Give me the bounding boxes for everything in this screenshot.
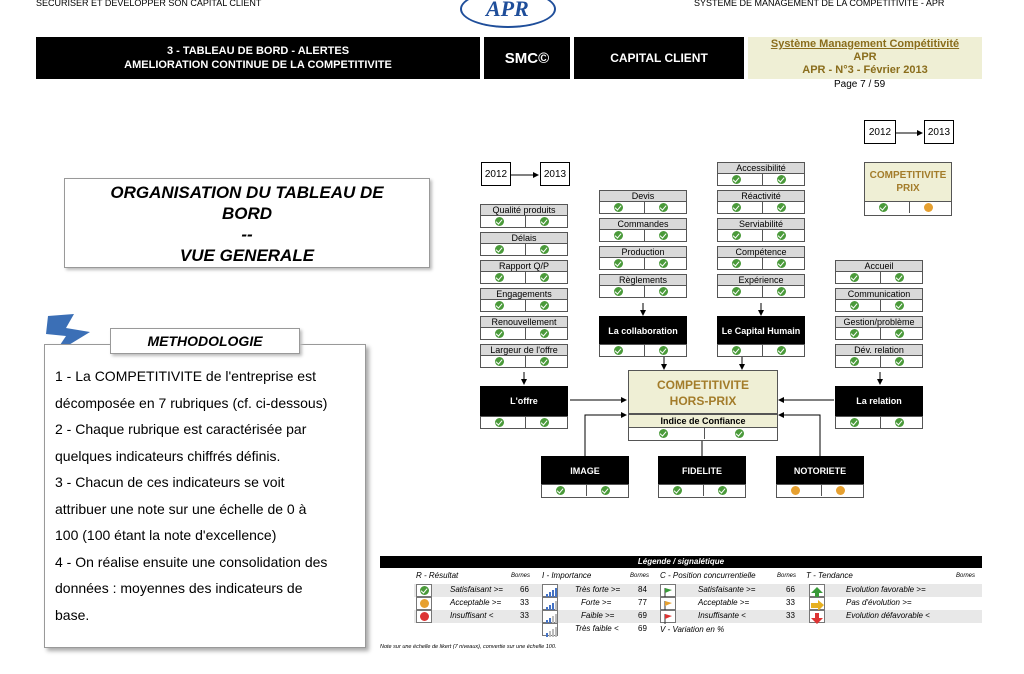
top-right-text: SYSTEME DE MANAGEMENT DE LA COMPETITIVITE - APR <box>694 0 945 8</box>
indicator-status <box>480 244 568 256</box>
block-status <box>480 416 568 429</box>
status-green-icon <box>495 217 504 226</box>
status-green-icon <box>777 203 786 212</box>
status-green-icon <box>777 287 786 296</box>
status-green-icon <box>850 418 859 427</box>
legend-i-label: Forte >= <box>581 598 612 607</box>
indicator-status <box>599 230 687 242</box>
indicator-status <box>717 286 805 298</box>
legend-bornes: Bornes <box>630 573 650 579</box>
status-green-icon <box>732 259 741 268</box>
indicator-status <box>480 328 568 340</box>
indicator-label: Commandes <box>599 218 687 230</box>
status-green-icon <box>659 231 668 240</box>
indicator-status <box>717 258 805 270</box>
legend-t-label: Evolution favorable >= <box>846 585 926 594</box>
indicator-status <box>717 174 805 186</box>
indicator-status <box>480 216 568 228</box>
status-green-icon <box>659 259 668 268</box>
status-green-icon <box>732 203 741 212</box>
status-green-icon <box>540 357 549 366</box>
block-capital-humain: Le Capital Humain <box>717 316 805 346</box>
system-box: Système Management Compétitivité APR APR - N°3 - Février 2013 <box>748 37 982 79</box>
status-green-icon <box>732 287 741 296</box>
legend-bornes: Bornes <box>511 573 531 579</box>
methodology-heading: METHODOLOGIE <box>110 328 300 354</box>
indicator-label: Largeur de l'offre <box>480 344 568 356</box>
block-status <box>541 484 629 498</box>
indicator-status <box>835 272 923 284</box>
status-green-icon <box>659 203 668 212</box>
status-green-icon <box>777 346 786 355</box>
indicator-status <box>717 202 805 214</box>
indicator-label: Réactivité <box>717 190 805 202</box>
legend-i-value: 69 <box>638 624 647 633</box>
status-green-icon <box>673 486 682 495</box>
indicator-label: Qualité produits <box>480 204 568 216</box>
status-green-icon <box>540 273 549 282</box>
legend-r-label: Acceptable >= <box>450 598 502 607</box>
legend-bornes: Bornes <box>956 573 976 579</box>
status-green-icon <box>495 301 504 310</box>
flag-red-icon <box>660 610 676 623</box>
header-title: 3 - TABLEAU DE BORD - ALERTES AMELIORATION CONTINUE DE LA COMPETITIVITE <box>36 37 480 79</box>
indicator-status <box>835 300 923 312</box>
legend-r-value: 33 <box>520 611 529 620</box>
status-green-icon <box>614 203 623 212</box>
status-green-icon <box>895 418 904 427</box>
page-title: ORGANISATION DU TABLEAU DE BORD -- VUE GENERALE <box>64 178 430 268</box>
methodology-text: 1 - La COMPETITIVITE de l'entreprise est décomposée en 7 rubriques (cf. ci-dessous) 2 - Chaque rubrique est caractérisée par quelques indicateurs chiffrés définis. 3 - Chacun de ces indicateurs se voit attribuer une note sur une échelle de 0 à 100 (100 étant la note d'excellence) 4 - On réalise ensuite une consolidation des données : moyennes des indicateurs de base. <box>55 368 328 623</box>
block-status <box>717 344 805 357</box>
indicator-label: Renouvellement <box>480 316 568 328</box>
logo: APR <box>460 0 556 28</box>
legend-c-label: Acceptable >= <box>698 598 750 607</box>
indicator-label: Compétence <box>717 246 805 258</box>
indicator-label: Expérience <box>717 274 805 286</box>
legend-r-head: R - Résultat <box>416 571 459 580</box>
status-green-icon <box>895 273 904 282</box>
indicator-label: Règlements <box>599 274 687 286</box>
legend-i-value: 69 <box>638 611 647 620</box>
legend-c-value: 33 <box>786 598 795 607</box>
indicator-status <box>480 272 568 284</box>
status-green-icon <box>540 301 549 310</box>
indicator-label: Devis <box>599 190 687 202</box>
legend-red-icon <box>416 610 432 623</box>
legend-t-label: Pas d'évolution >= <box>846 598 912 607</box>
center-box: COMPETITIVITE HORS-PRIX <box>628 370 778 414</box>
status-green-icon <box>777 259 786 268</box>
status-green-icon <box>614 346 623 355</box>
status-orange-icon <box>791 486 800 495</box>
legend-variation: V - Variation en % <box>660 625 725 634</box>
status-green-icon <box>614 231 623 240</box>
status-green-icon <box>777 175 786 184</box>
block-collaboration: La collaboration <box>599 316 687 346</box>
status-green-icon <box>879 203 888 212</box>
legend-c-label: Satisfaisante >= <box>698 585 756 594</box>
status-green-icon <box>540 245 549 254</box>
legend-c-value: 66 <box>786 585 795 594</box>
status-green-icon <box>895 357 904 366</box>
status-green-icon <box>850 329 859 338</box>
importance-bars-icon <box>542 584 558 597</box>
indicator-label: Production <box>599 246 687 258</box>
block-fidelite: FIDELITE <box>658 456 746 486</box>
page-number: Page 7 / 59 <box>834 79 886 90</box>
indicator-status <box>599 258 687 270</box>
status-green-icon <box>732 175 741 184</box>
status-green-icon <box>895 329 904 338</box>
indicator-label: Gestion/problème <box>835 316 923 328</box>
status-green-icon <box>659 287 668 296</box>
legend-t-label: Evolution défavorable < <box>846 611 930 620</box>
block-relation: La relation <box>835 386 923 416</box>
flag-green-icon <box>660 584 676 597</box>
year-from: 2012 <box>481 162 511 186</box>
status-green-icon <box>718 486 727 495</box>
status-green-icon <box>777 231 786 240</box>
status-green-icon <box>850 301 859 310</box>
legend-note: Note sur une échelle de likert (7 niveaux), convertie sur une échelle 100. <box>380 644 557 650</box>
legend-i-label: Faible >= <box>581 611 615 620</box>
legend-t-head: T - Tendance <box>806 571 853 580</box>
status-green-icon <box>540 329 549 338</box>
legend-orange-icon <box>416 597 432 610</box>
smc-label: SMC© <box>484 37 570 79</box>
legend-r-value: 33 <box>520 598 529 607</box>
importance-bars-icon <box>542 623 558 636</box>
indicator-status <box>835 328 923 340</box>
status-green-icon <box>735 429 744 438</box>
center-status <box>628 428 778 441</box>
legend-i-value: 77 <box>638 598 647 607</box>
year-to-2: 2013 <box>924 120 954 144</box>
status-green-icon <box>659 346 668 355</box>
status-green-icon <box>556 486 565 495</box>
status-green-icon <box>601 486 610 495</box>
legend-i-head: I - Importance <box>542 571 592 580</box>
status-green-icon <box>495 329 504 338</box>
competitivite-prix-box: COMPETITIVITE PRIX <box>864 162 952 202</box>
block-status <box>599 344 687 357</box>
indicator-label: Engagements <box>480 288 568 300</box>
block-notoriete: NOTORIETE <box>776 456 864 486</box>
status-green-icon <box>614 259 623 268</box>
indicator-label: Rapport Q/P <box>480 260 568 272</box>
status-orange-icon <box>924 203 933 212</box>
status-green-icon <box>495 245 504 254</box>
legend-title: Légende / signalétique <box>380 556 982 568</box>
legend-r-value: 66 <box>520 585 529 594</box>
status-green-icon <box>495 418 504 427</box>
legend-i-label: Très faible < <box>575 624 619 633</box>
status-green-icon <box>495 273 504 282</box>
importance-bars-icon <box>542 610 558 623</box>
legend-bornes: Bornes <box>777 573 797 579</box>
indicator-status <box>599 286 687 298</box>
legend-c-head: C - Position concurrentielle <box>660 571 756 580</box>
legend-c-value: 33 <box>786 611 795 620</box>
block-image: IMAGE <box>541 456 629 486</box>
arrow-right-icon <box>809 597 825 610</box>
indicator-label: Délais <box>480 232 568 244</box>
block-status <box>776 484 864 498</box>
importance-bars-icon <box>542 597 558 610</box>
status-green-icon <box>540 217 549 226</box>
block-status <box>835 416 923 429</box>
status-green-icon <box>850 273 859 282</box>
legend-c-label: Insuffisante < <box>698 611 746 620</box>
indicator-status <box>480 356 568 368</box>
indicator-label: Accessibilité <box>717 162 805 174</box>
legend-r-label: Insuffisant < <box>450 611 494 620</box>
indicator-label: Dév. relation <box>835 344 923 356</box>
block-offre: L'offre <box>480 386 568 416</box>
legend-green-icon <box>416 584 432 597</box>
status-green-icon <box>732 231 741 240</box>
indice-confiance: Indice de Confiance <box>628 414 778 428</box>
year-from-2: 2012 <box>864 120 896 144</box>
top-left-text: SECURISER ET DEVELOPPER SON CAPITAL CLIENT <box>36 0 262 8</box>
status-green-icon <box>732 346 741 355</box>
indicator-status <box>835 356 923 368</box>
status-green-icon <box>614 287 623 296</box>
status-green-icon <box>540 418 549 427</box>
arrow-down-icon <box>809 610 825 623</box>
status-green-icon <box>895 301 904 310</box>
status-green-icon <box>659 429 668 438</box>
indicator-label: Communication <box>835 288 923 300</box>
arrow-up-icon <box>809 584 825 597</box>
prix-status <box>864 202 952 216</box>
indicator-status <box>599 202 687 214</box>
legend-i-label: Très forte >= <box>575 585 621 594</box>
status-green-icon <box>850 357 859 366</box>
legend-i-value: 84 <box>638 585 647 594</box>
year-to: 2013 <box>540 162 570 186</box>
flag-orange-icon <box>660 597 676 610</box>
indicator-label: Serviabilité <box>717 218 805 230</box>
indicator-status <box>480 300 568 312</box>
indicator-status <box>717 230 805 242</box>
status-orange-icon <box>836 486 845 495</box>
legend-r-label: Satisfaisant >= <box>450 585 503 594</box>
indicator-label: Accueil <box>835 260 923 272</box>
capital-client-label: CAPITAL CLIENT <box>574 37 744 79</box>
block-status <box>658 484 746 498</box>
status-green-icon <box>495 357 504 366</box>
